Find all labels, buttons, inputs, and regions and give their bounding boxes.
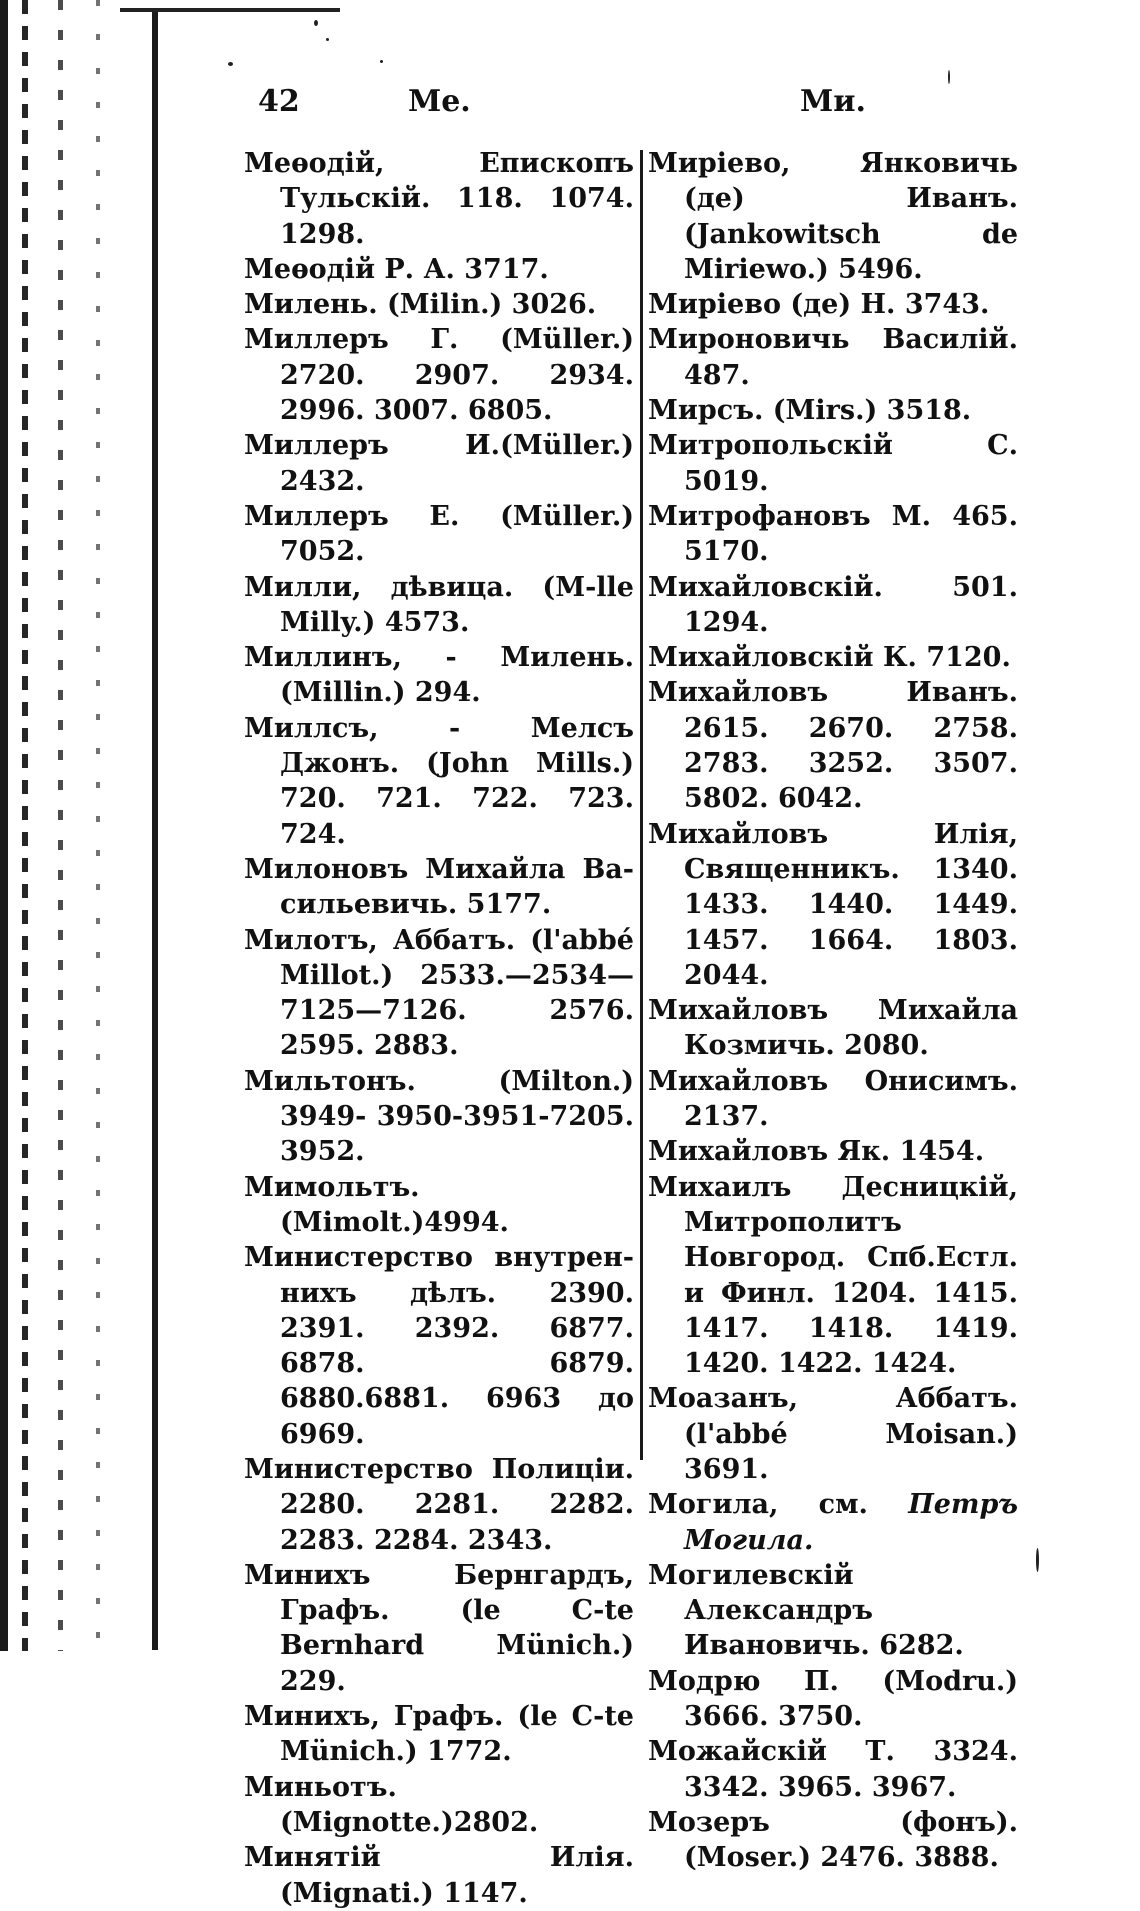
- index-entry: Минихъ Бернгардъ, Графъ. (le C-te Bernhard Münich.) 229.: [244, 1559, 634, 1697]
- index-entry: Михайловъ Илія, Священникъ. 1340. 1433. 1440. 1449. 1457. 1664. 1803. 2044.: [648, 818, 1018, 991]
- index-entry: [648, 1487, 1018, 1558]
- index-entry: Михайловскій К. 7120.: [648, 642, 1011, 674]
- page-number: 42: [258, 84, 300, 119]
- index-entry: Могилевскій Александръ Ивановичь. 6282.: [648, 1559, 964, 1662]
- index-entry: Меѳодій Р. А. 3717.: [244, 253, 549, 285]
- index-entry: Милень. (Milin.) 3026.: [244, 289, 597, 321]
- binding-rule: [152, 10, 158, 1650]
- index-entry: Мозеръ (фонъ). (Moser.) 2476. 3888.: [648, 1806, 1018, 1874]
- index-entry: Михайловъ Иванъ. 2615. 2670. 2758. 2783. 3252. 3507. 5802. 6042.: [648, 677, 1018, 815]
- index-entry: Минихъ, Графъ. (le C-te Münich.) 1772.: [244, 1701, 634, 1768]
- index-entry: Мильтонъ. (Milton.) 3949- 3950-3951-7205. 3952.: [244, 1065, 634, 1168]
- header-left-guide: Ме.: [408, 84, 471, 119]
- index-entry: Милли, дѣвица. (M-lle Milly.) 4573.: [244, 571, 634, 638]
- index-entry: Минятій Илія. (Mignati.) 1147.: [244, 1842, 634, 1909]
- index-entry: Милотъ, Аббатъ. (l'abbé Millot.) 2533.—2534— 7125—7126. 2576. 2595. 2883.: [244, 924, 634, 1062]
- index-entry: Моазанъ, Аббатъ. (l'abbé Moisan.) 3691.: [648, 1383, 1018, 1485]
- index-entry: Миріево, Янковичь (де) Иванъ. (Jankowitsch de Miriewo.) 5496.: [648, 148, 1018, 285]
- index-entry: Михайловъ Михайла Козмичь. 2080.: [648, 995, 1018, 1062]
- index-entry: Мироновичь Василій. 487.: [648, 324, 1018, 391]
- index-entry: Миллеръ Г. (Müller.) 2720. 2907. 2934. 2996. 3007. 6805.: [244, 324, 634, 427]
- index-entry: Михайловъ Онисимъ. 2137.: [648, 1065, 1018, 1133]
- right-column: [648, 146, 1018, 1876]
- scan-speck: [948, 70, 950, 84]
- scan-speck: [380, 60, 383, 63]
- index-entry: Михайловскій. 501. 1294.: [648, 571, 1018, 638]
- index-entry: Миллсъ, - Мелсъ Джонъ. (John Mills.) 720. 721. 722. 723. 724.: [244, 712, 634, 850]
- index-entry-text: Могила, см.: [648, 1489, 909, 1521]
- index-entry: Министерство внутреннихъ дѣлъ. 2390. 2391. 2392. 6877. 6878. 6879. 6880.6881. 6963 до 6969.: [244, 1242, 634, 1450]
- scan-binding-edge: [0, 0, 150, 1651]
- index-entry: Министерство Полиціи. 2280. 2281. 2282. 2283. 2284. 2343.: [244, 1453, 634, 1556]
- index-entry: Миріево (де) Н. 3743.: [648, 289, 990, 321]
- scan-speck: [228, 62, 233, 66]
- index-entry: Митрофановъ М. 465. 5170.: [648, 500, 1018, 568]
- index-entry: Миллеръ И.(Müller.) 2432.: [244, 430, 634, 497]
- index-entry: Миллинъ, - Милень. (Millin.) 294.: [244, 642, 634, 709]
- scan-speck: [1036, 1548, 1039, 1572]
- index-entry: Мирсъ. (Mirs.) 3518.: [648, 395, 972, 427]
- index-entry: Меѳодій, Епископъ Тульскій. 118. 1074. 1298.: [244, 148, 634, 250]
- page-header: [258, 78, 898, 128]
- column-divider: [640, 150, 643, 1460]
- index-entry: Можайскій Т. 3324. 3342. 3965. 3967.: [648, 1736, 1018, 1803]
- index-entry: Модрю П. (Modru.) 3666. 3750.: [648, 1665, 1018, 1733]
- index-entry-crossref: Петръ Могила.: [684, 1489, 1018, 1556]
- index-entry: Мимольтъ. (Mimolt.)4994.: [244, 1171, 509, 1238]
- index-entry: Миньотъ. (Mignotte.)2802.: [244, 1771, 539, 1838]
- scan-speck: [326, 38, 329, 41]
- index-entry: Милоновъ Михайла Васильевичь. 5177.: [244, 853, 634, 921]
- index-entry: Миллеръ Е. (Müller.) 7052.: [244, 500, 634, 568]
- left-column: [244, 146, 634, 1911]
- index-entry: Михаилъ Десницкій, Митрополитъ Новгород. Спб.Естл. и Финл. 1204. 1415. 1417. 1418. 1419. 1420. 1422. 1424.: [648, 1171, 1018, 1380]
- scan-speck: [314, 20, 318, 26]
- index-entry: Митропольскій С. 5019.: [648, 430, 1018, 497]
- header-right-guide: Ми.: [800, 84, 866, 119]
- top-rule: [120, 8, 340, 12]
- index-entry: Михайловъ Як. 1454.: [648, 1136, 985, 1168]
